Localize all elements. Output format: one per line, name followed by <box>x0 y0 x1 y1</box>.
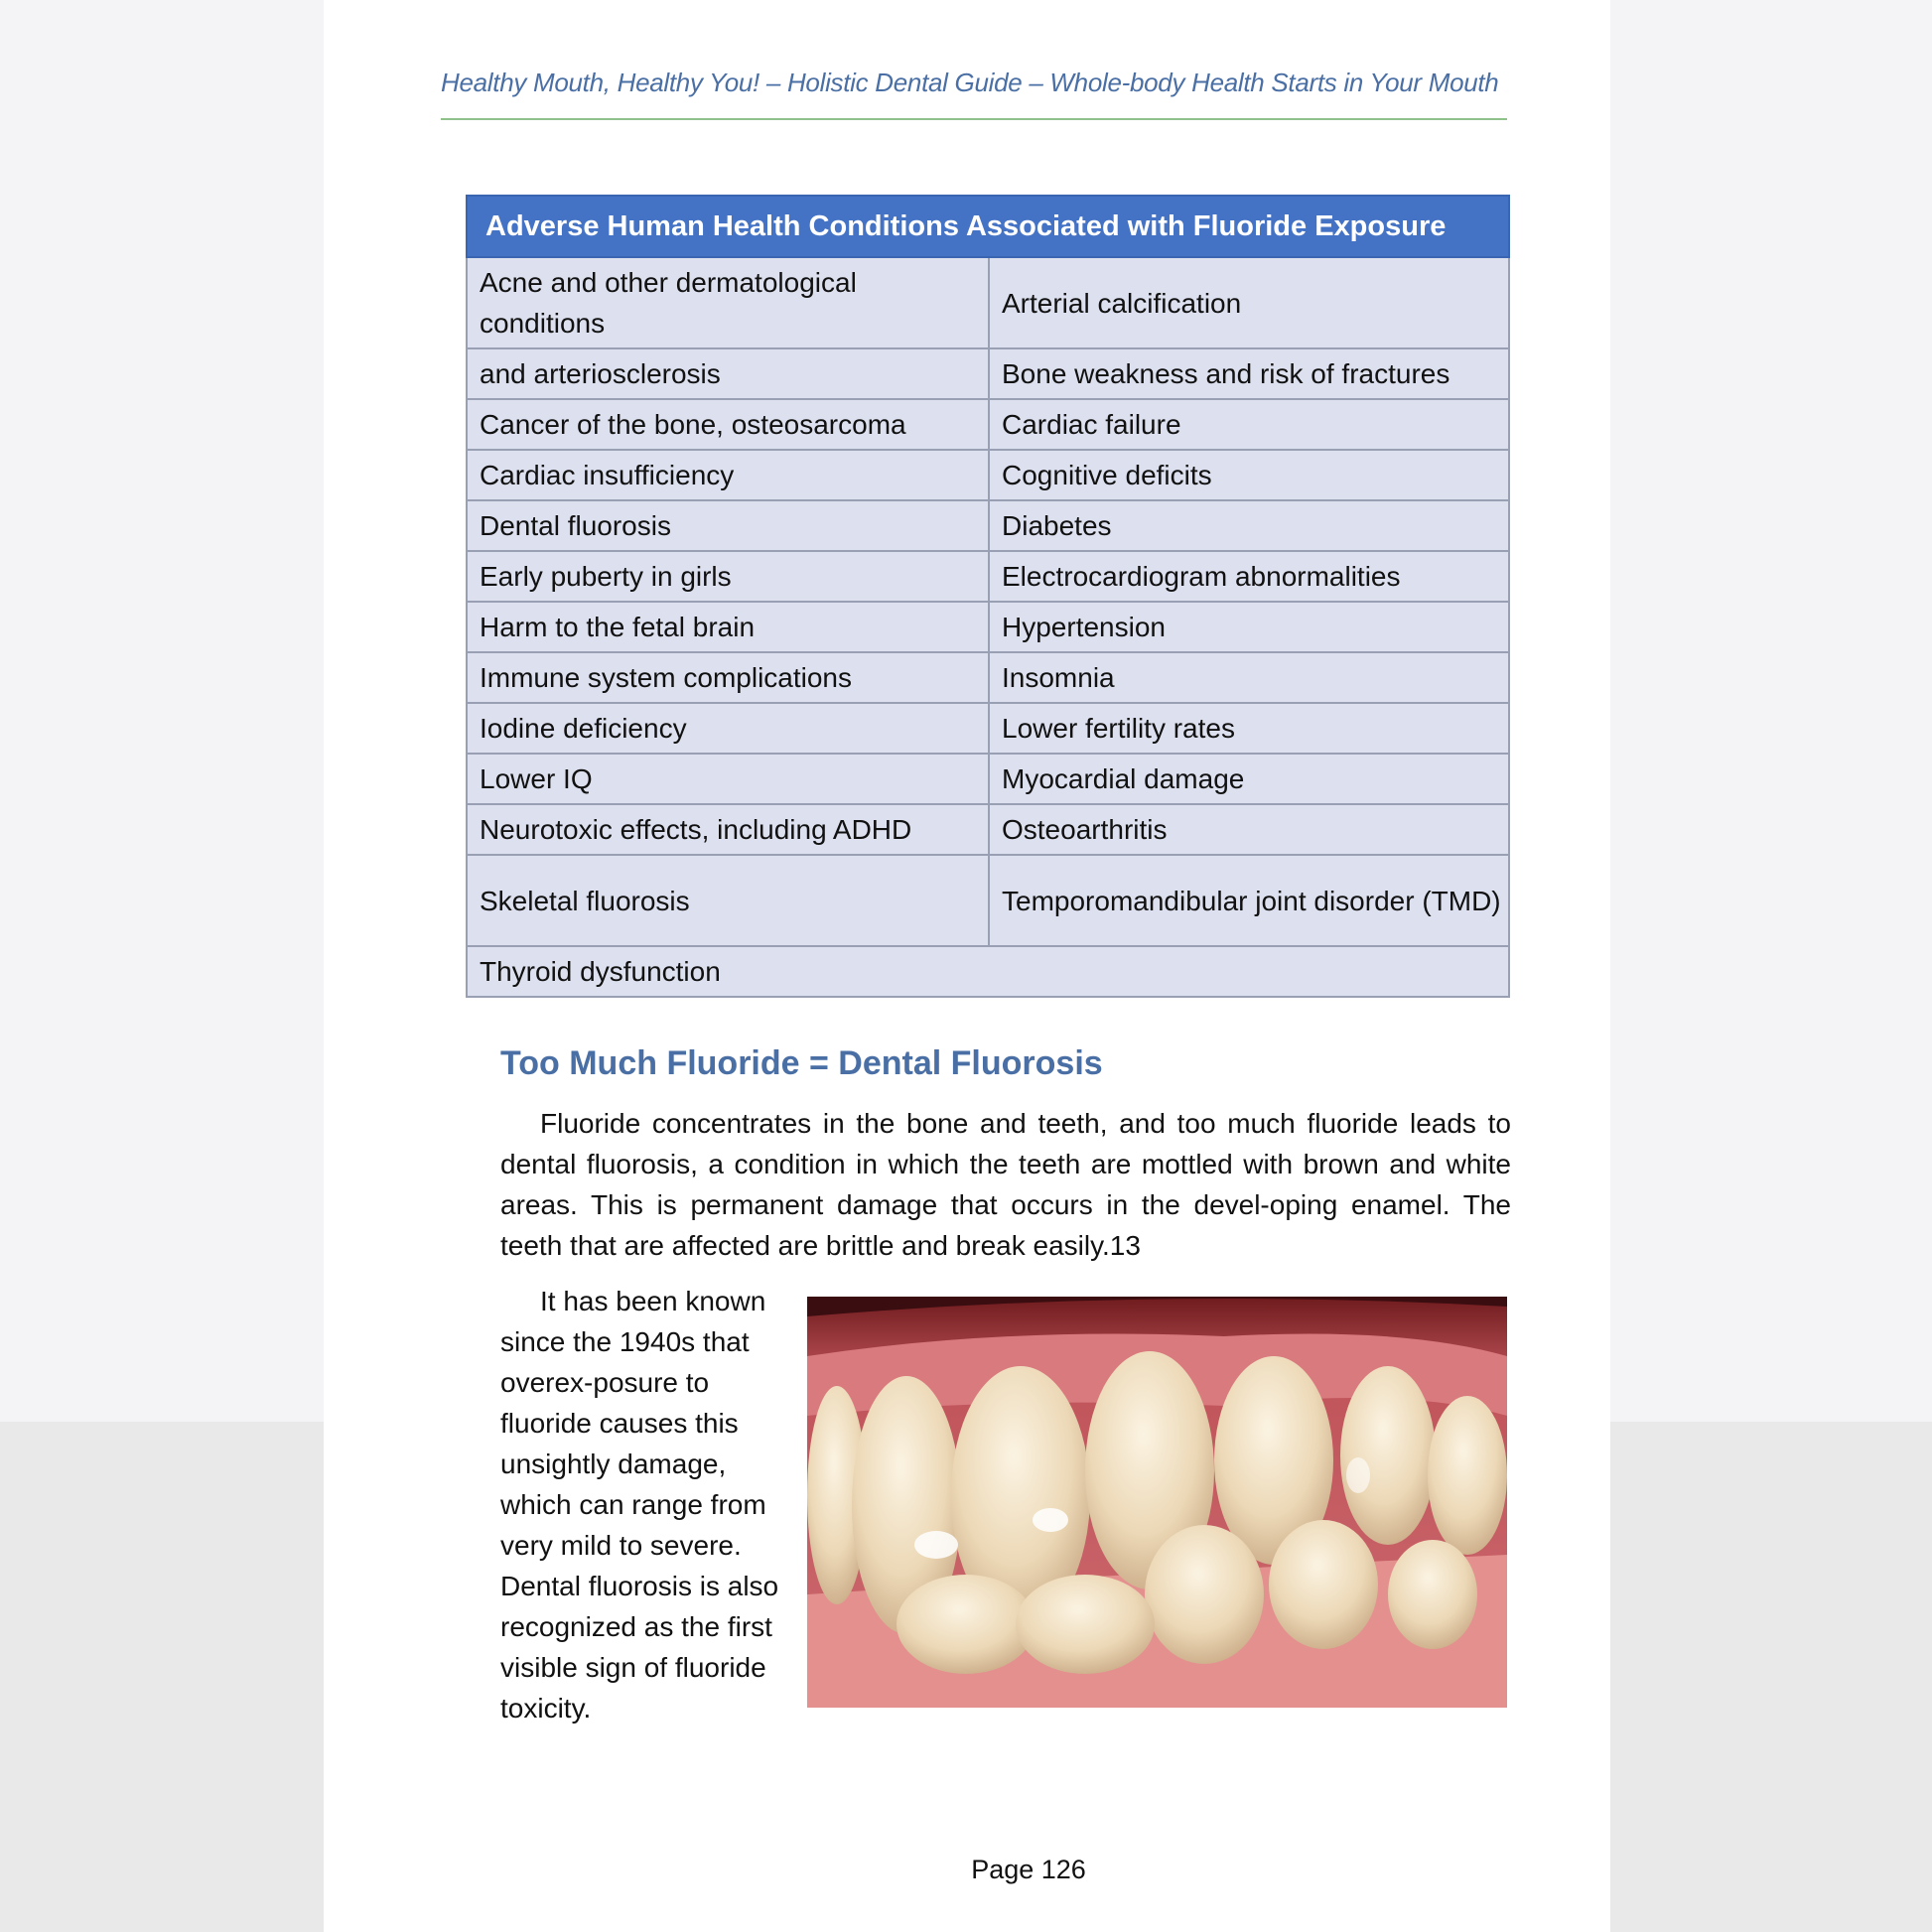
table-cell: Myocardial damage <box>989 754 1509 804</box>
running-header: Healthy Mouth, Healthy You! – Holistic Dental Guide – Whole-body Health Starts in Your Mouth <box>441 68 1499 97</box>
table-cell: Osteoarthritis <box>989 804 1509 855</box>
table-row <box>467 257 1509 348</box>
table-cell: Dental fluorosis <box>467 500 989 551</box>
table-cell: Diabetes <box>989 500 1509 551</box>
table-row <box>467 399 1509 450</box>
table-row <box>467 804 1509 855</box>
table-cell: Thyroid dysfunction <box>467 946 1509 997</box>
table-cell: Harm to the fetal brain <box>467 602 989 652</box>
table-cell: Insomnia <box>989 652 1509 703</box>
table-cell: Bone weakness and risk of fractures <box>989 348 1509 399</box>
table-cell: Electrocardiogram abnormalities <box>989 551 1509 602</box>
table-cell: Neurotoxic effects, including ADHD <box>467 804 989 855</box>
table-row <box>467 652 1509 703</box>
teeth-photo-icon <box>807 1297 1507 1708</box>
table-row <box>467 703 1509 754</box>
table-cell: Immune system complications <box>467 652 989 703</box>
table-row <box>467 500 1509 551</box>
table-row <box>467 855 1509 946</box>
table-cell: Temporomandibular joint disorder (TMD) <box>989 855 1509 946</box>
table-cell: Cardiac failure <box>989 399 1509 450</box>
table-cell: Arterial calcification <box>989 257 1509 348</box>
table-cell: Skeletal fluorosis <box>467 855 989 946</box>
body-paragraph: Fluoride concentrates in the bone and teeth, and too much fluoride leads to dental fluorosis, a condition in which the teeth are mottled with brown and white areas. This is permanent damage that occurs in the devel-oping enamel. The teeth that are affected are brittle and break easily.13 <box>500 1108 1511 1261</box>
table-title: Adverse Human Health Conditions Associated with Fluoride Exposure <box>467 196 1509 257</box>
table-row <box>467 946 1509 997</box>
header-divider <box>441 118 1507 120</box>
table-row <box>467 450 1509 500</box>
table-row <box>467 754 1509 804</box>
table-cell: Lower IQ <box>467 754 989 804</box>
table-cell: Cognitive deficits <box>989 450 1509 500</box>
table-row <box>467 551 1509 602</box>
page-number: Page 126 <box>971 1855 1086 1884</box>
conditions-table <box>466 195 1510 998</box>
table-cell: Acne and other dermatological conditions <box>467 257 989 348</box>
table-cell: Hypertension <box>989 602 1509 652</box>
table-row <box>467 602 1509 652</box>
table-cell: Cancer of the bone, osteosarcoma <box>467 399 989 450</box>
table-cell: Cardiac insufficiency <box>467 450 989 500</box>
table-cell: Early puberty in girls <box>467 551 989 602</box>
section-heading: Too Much Fluoride = Dental Fluorosis <box>500 1044 1103 1082</box>
table-row <box>467 348 1509 399</box>
body-paragraph-wrapped: It has been known since the 1940s that overex-posure to fluoride causes this unsightly damage, which can range from very mild to severe. Dental fluorosis is also recognized as the first visible sign of fluoride toxicity. <box>500 1286 779 1724</box>
document-page <box>324 0 1610 1932</box>
table-cell: and arteriosclerosis <box>467 348 989 399</box>
table-cell: Iodine deficiency <box>467 703 989 754</box>
table-cell: Lower fertility rates <box>989 703 1509 754</box>
